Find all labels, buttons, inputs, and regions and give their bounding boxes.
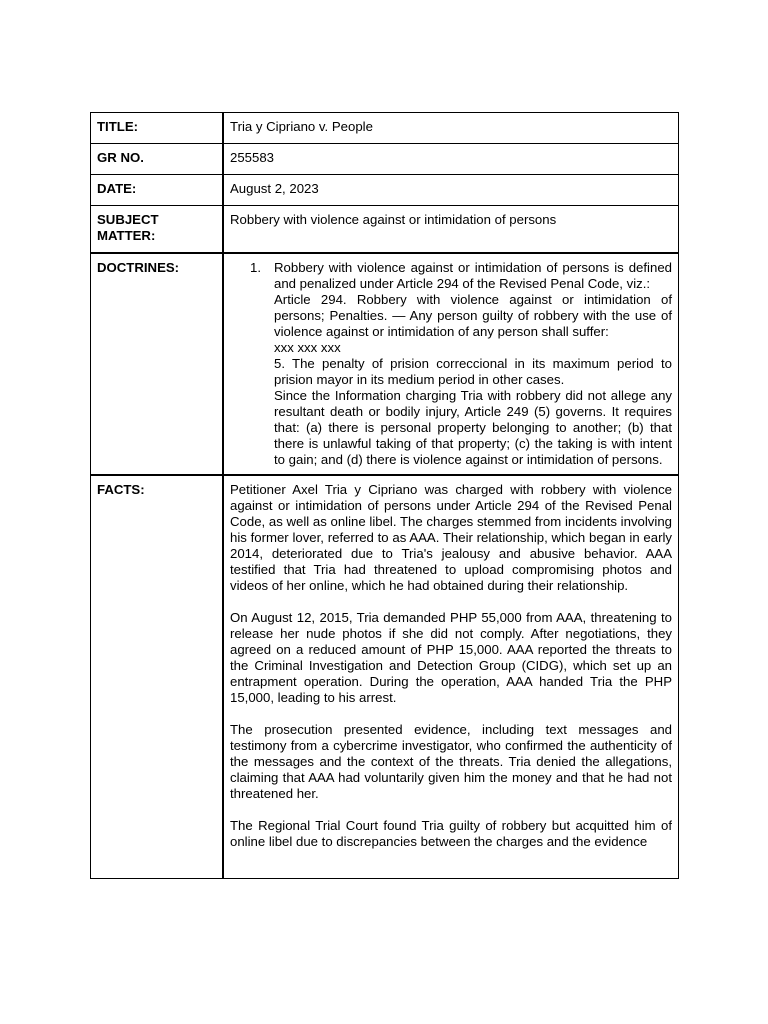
subject-label-line1: SUBJECT — [97, 212, 159, 227]
gr-no-label: GR NO. — [91, 144, 224, 175]
date-value: August 2, 2023 — [223, 175, 679, 206]
doctrines-value — [223, 253, 679, 475]
facts-row — [91, 475, 679, 879]
facts-paragraph: On August 12, 2015, Tria demanded PHP 55,000 from AAA, threatening to release her nude photos if she did not comply. After negotiations, they agreed on a reduced amount of PHP 15,000. AAA reported the threats to the Criminal Investigation and Detection Group (CIDG), which set up an entrapment operation. During the operation, AAA handed Tria the PHP 15,000, leading to his arrest. — [230, 610, 672, 705]
doctrine-item: 1. 1. Robbery with violence against or intimidation of persons is defined and penalized under Article 294 of the Revised Penal Code, viz.: Article 294. Robbery with violence against or intimidation of persons; Penalties. — Any person guilty of robbery with the use of violence against or intimidation of any person shall suffer: xxx xxx xxx 5. The penalty of prision correccional in its maximum period to prision mayor in its medium period in other cases. Since the Information charging Tria with robbery did not allege any resultant death or bodily injury, Article 249 (5) governs. It requires that: (a) there is personal property belonging to another; (b) that there is unlawful taking of that property; (c) the taking is with intent to gain; and (d) there is violence against or intimidation of persons. — [274, 260, 672, 468]
gr-no-row — [91, 144, 679, 175]
doctrine-ellipsis: xxx xxx xxx — [274, 340, 341, 355]
subject-label-line2: MATTER: — [97, 228, 156, 243]
facts-label: FACTS: — [91, 475, 224, 879]
title-row — [91, 113, 679, 144]
gr-no-value: 255583 — [223, 144, 679, 175]
facts-text — [230, 482, 672, 866]
case-digest-table — [90, 112, 679, 879]
doctrine-article: Article 294. Robbery with violence against or intimidation of persons; Penalties. — Any person guilty of robbery with the use of violence against or intimidation of any person shall suffer: — [274, 292, 672, 339]
doctrine-analysis: Since the Information charging Tria with robbery did not allege any resultant death or bodily injury, Article 249 (5) governs. It requires that: (a) there is personal property belonging to another; (b) that there is unlawful taking of that property; (c) the taking is with intent to gain; and (d) there is violence against or intimidation of persons. — [274, 388, 672, 467]
subject-matter-row — [91, 206, 679, 254]
subject-matter-value: Robbery with violence against or intimidation of persons — [223, 206, 679, 254]
title-value: Tria y Cipriano v. People — [223, 113, 679, 144]
doctrines-row — [91, 253, 679, 475]
date-row — [91, 175, 679, 206]
doctrine-penalty: 5. The penalty of prision correccional in its maximum period to prision mayor in its medium period in other cases. — [274, 356, 672, 387]
facts-paragraph: The Regional Trial Court found Tria guilty of robbery but acquitted him of online libel due to discrepancies between the charges and the evidence — [230, 818, 672, 849]
date-label: DATE: — [91, 175, 224, 206]
doctrines-label: DOCTRINES: — [91, 253, 224, 475]
subject-matter-label — [91, 206, 224, 254]
title-label: TITLE: — [91, 113, 224, 144]
facts-paragraph: Petitioner Axel Tria y Cipriano was charged with robbery with violence against or intimidation of persons under Article 294 of the Revised Penal Code, as well as online libel. The charges stemmed from incidents involving his former lover, referred to as AAA. Their relationship, which began in early 2014, deteriorated due to Tria's jealousy and abusive behavior. AAA testified that Tria had threatened to upload compromising photos and videos of her online, which he had obtained during their relationship. — [230, 482, 672, 593]
facts-paragraph: The prosecution presented evidence, including text messages and testimony from a cybercrime investigator, who confirmed the authenticity of the messages and the context of the threats. Tria denied the allegations, claiming that AAA had voluntarily given him the money and that he had not threatened her. — [230, 722, 672, 801]
facts-value — [223, 475, 679, 879]
doctrines-list — [230, 260, 672, 468]
doctrine-intro: Robbery with violence against or intimidation of persons is defined and penalized under Article 294 of the Revised Penal Code, viz.: — [274, 260, 672, 291]
